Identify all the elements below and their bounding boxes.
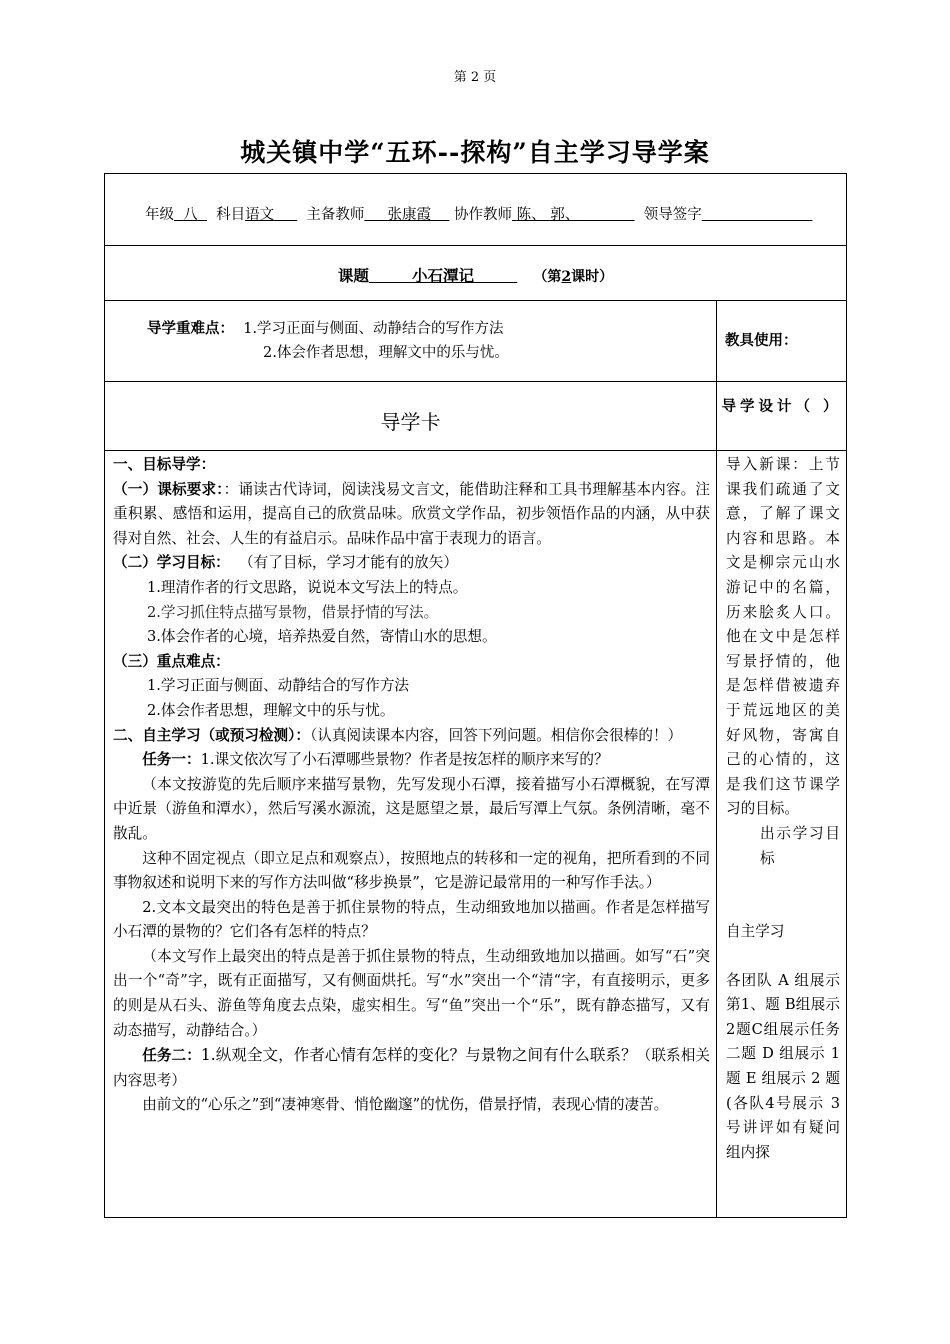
info-row — [105, 174, 847, 246]
self-study-note: 自主学习 — [726, 923, 785, 941]
task-2-question-1: 任务二：1.纵观全文，作者心情有怎样的变化？与景物之间有什么联系？（联系相关内容思考） — [113, 1046, 710, 1089]
task-1-question-2: 2.文本文最突出的特色是善于抓住景物的特点，生动细致地加以描画。作者是怎样描写小石潭的景物的？它们各有怎样的特点？ — [113, 898, 710, 941]
show-goal-note: 出示学习目标 — [760, 824, 841, 867]
leader-sign-blank[interactable] — [702, 207, 813, 223]
leader-sign-label: 领导签字 — [643, 207, 702, 223]
task-1-question-1: 任务一：1.课文依次写了小石潭哪些景物？作者是按怎样的顺序来写的？ — [142, 751, 609, 769]
co-teacher-value: 陈、 郭、 — [516, 207, 580, 223]
page-number: 第 2 页 — [453, 70, 497, 85]
subject-label: 科目 — [216, 207, 246, 223]
key-point-1: 1.学习正面与侧面、动静结合的写作方法 — [243, 321, 504, 337]
curriculum-requirement: （一）课标要求：：诵读古代诗词，阅读浅易文言文，能借助注释和工具书理解基本内容。注重积累、感悟和运用，提高自己的欣赏品味。欣赏文学作品，初步领悟作品的内涵，从中获得对自然、社会、人生的有益启示。品味作品中富于表现力的语言。 — [113, 480, 710, 547]
main-teacher-label: 主备教师 — [306, 207, 365, 223]
guide-card-heading: 导学卡 — [380, 410, 441, 434]
lesson-number: （第2课时） — [533, 269, 614, 285]
task-2-answer-1: 由前文的“心乐之”到“凄神寒骨、悄怆幽邃”的忧伤，借景抒情，表现心情的凄苦。 — [142, 1096, 669, 1114]
key-difficulties-heading: （三）重点难点： — [113, 652, 230, 670]
key-points-label: 导学重难点： — [147, 320, 234, 337]
goal-3: 3.体会作者的心境，培养热爱自然，寄情山水的思想。 — [147, 628, 497, 646]
topic-line — [105, 246, 846, 286]
goal-2: 2.学习抓住特点描写景物，借景抒情的写法。 — [147, 603, 439, 621]
subject-value: 语文 — [245, 207, 275, 223]
focus-row — [105, 301, 847, 382]
task-1-answer-1: （本文按游览的先后顺序来描写景物，先写发现小石潭，接着描写小石潭概貌，在写潭中近景（游鱼和潭水），然后写溪水源流，这是愿望之景，最后写潭上气氛。条例清晰，毫不散乱。 — [113, 775, 710, 842]
page-title: 城关镇中学“五环--探构”自主学习导学案 — [240, 138, 710, 167]
co-teacher-label: 协作教师 — [454, 207, 513, 223]
lesson-plan-table — [104, 173, 847, 1218]
guide-card-content — [105, 451, 716, 1118]
guide-design-content — [717, 451, 846, 1165]
main-teacher-value: 张康霞 — [387, 207, 431, 223]
info-line — [105, 174, 846, 224]
key-point-2: 2.体会作者思想，理解文中的乐与忧。 — [263, 345, 509, 361]
learning-goals-heading: （二）学习目标： （有了目标，学习才能有的放矢） — [113, 554, 458, 572]
content-row — [105, 451, 847, 1218]
topic-row — [105, 246, 847, 301]
topic-value: 小石潭记 — [412, 266, 475, 285]
section-1-title: 一、目标导学： — [113, 456, 216, 473]
grade-label: 年级 — [145, 207, 174, 223]
key-points-cell — [105, 301, 716, 365]
goal-1: 1.理清作者的行文思路，说说本文写法上的特点。 — [147, 578, 468, 596]
header-row — [105, 382, 847, 451]
key-2: 2.体会作者思想，理解文中的乐与忧。 — [147, 701, 395, 719]
grade-value: 八 — [183, 207, 198, 223]
guide-design-heading: 导学设计（ ） — [721, 398, 842, 415]
section-2-title: 二、自主学习（或预习检测）：（认真阅读课本内容，回答下列问题。相信你会很棒的！） — [113, 726, 683, 744]
topic-label: 课题 — [337, 266, 369, 285]
teaching-tools-label: 教具使用： — [725, 332, 798, 349]
key-1: 1.学习正面与侧面、动静结合的写作方法 — [147, 677, 410, 695]
group-presentation-note: 各团队 A 组展示第1、题 B组展示2题C组展示任务二题 D 组展示 1 题 E 组展示 2 题(各队4号展示 3 号讲评如有疑问组内探 — [726, 971, 841, 1161]
lesson-intro: 导入新课：上节课我们疏通了文意，了解了课文内容和思路。本文是柳宗元山水游记中的名篇，历来脍炙人口。他在文中是怎样写景抒情的，他是怎样借被遗弃于荒远地区的美好风物，寄寓自己的心情的，这是我们这节课学习的目标。 — [726, 456, 841, 818]
task-1-answer-2: （本文写作上最突出的特点是善于抓住景物的特点，生动细致地加以描画。如写“石”突出一个“奇”字，既有正面描写，又有侧面烘托。写“水”突出一个“清“字，有直接明示，更多的则是从石头、游鱼等角度去点染，虚实相生。写“鱼”突出一个“乐”，既有静态描写，又有动态描写，动静结合。） — [113, 947, 710, 1039]
task-1-answer-1b: 这种不固定视点（即立足点和观察点），按照地点的转移和一定的视角，把所看到的不同事物叙述和说明下来的写作方法叫做“移步换景”，它是游记最常用的一种写作手法。） — [113, 849, 710, 892]
